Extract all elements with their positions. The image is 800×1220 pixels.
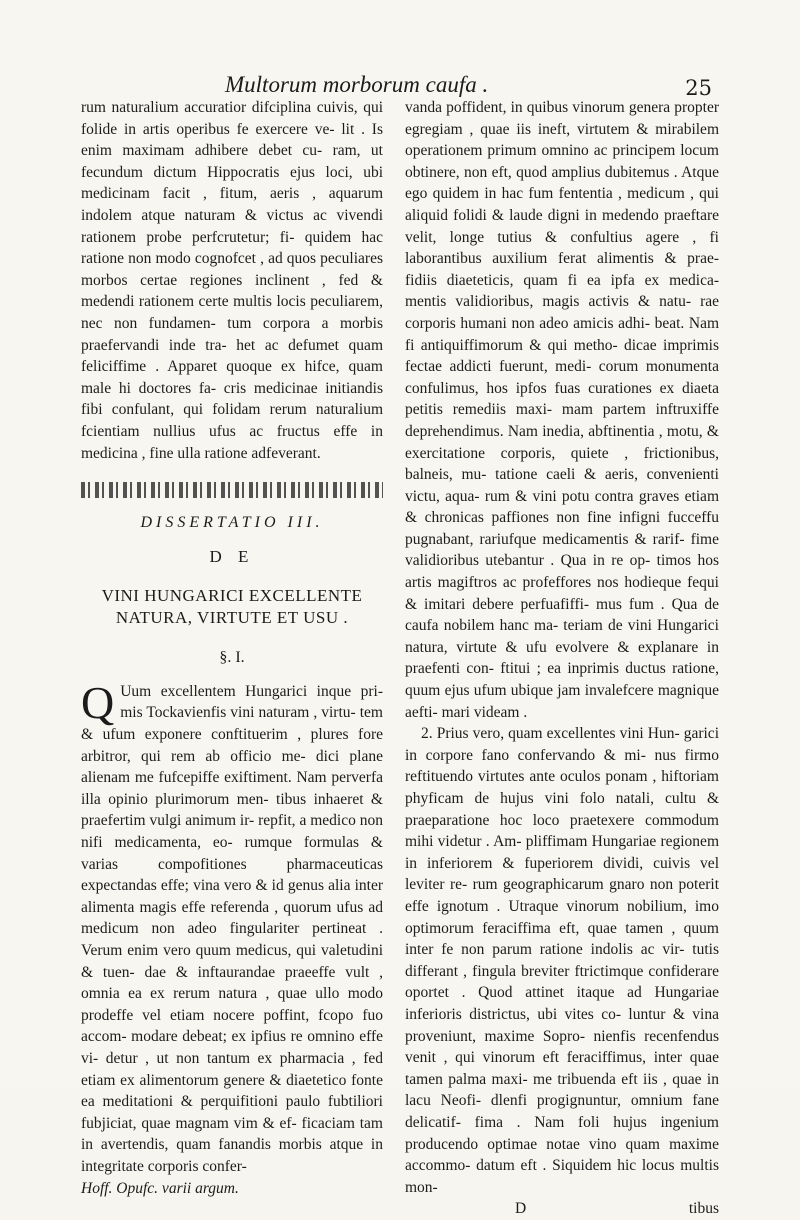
dissertation-heading: VINI HUNGARICI EXCELLENTE NATURA, VIRTUTE ET USU . [101,586,363,628]
section-paragraph-text: Uum excellentem Hungarici inque pri- mis Tockavienfis vini naturam , virtu- tem & ufum exponere conftituerim , plures fore arbitror, qui rem ab officio me- dici plane alienam me fufcepiffe exiftiment. Nam perverfa illa opinio plurimorum men- tibus inhaeret & praefertim vulgi animum ir- repfit, a medico non nifi medicamenta, eo- rumque formulas & varias compofitiones pharmaceuticas expectandas effe; vina vero & id genus alia inter alimenta magis effe referenda , quorum ufus ad medicum non adeo fingulariter pertineat . Verum enim vero quum medicus, qui valetudini & tuen- dae & inftaurandae praeeffe vult , omnia ea ex rerum natura , quae ullo modo prodeffe vel etiam nocere poffint, fcopo fuo accom- modare debeat; ex ipfius re omnino effe vi- detur , ut non tantum ex pharmacia , fed etiam ex alimentorum genere & diaetetico fonte ea meditationi & perquifitioni paulo fubtiliori fubjiciat, quae magnam vim & ef- ficaciam tam in avertendis, quam fanandis morbis atque in integritate corporis confer- [81,682,383,1175]
catchword: tibus [688,1200,719,1218]
dissertation-label: DISSERTATIO III. [140,514,324,532]
right-paragraph-1: vanda poffident, in quibus vinorum genera propter egregiam , quae iis ineft, virtutem & mirabilem operationem primum omnino ac principem locum obtinere, non eft, quod amplius dubitemus . Atque ego quidem in hac fum fententia , medicum , qui aliquid folidi & laude digni in medendo praeftare velit, longe tutius & confultius agere , fi laborantibus auxilium ferat alimentis & prae- fidiis diaeteticis, quam fi ea ipfa ex medica- mentis validioribus, magis activis & natu- rae corporis humani non adeo amicis adhi- beat. Nam fi antiquiffimorum & qui metho- dicae imprimis fectae addicti fuerunt, medi- corum monumenta confulimus, hos ipfos fuas curationes ex diaeta petitis remediis maxi- mam partem inftruxiffe deprehendimus. Nam inedia, abftinentia , motu, & exercitatione corporis, quiete , frictionibus, balneis, mu- tatione caeli & aeris, convenienti victu, aqua- rum & vini potu contra graves etiam & chronicas paffiones non fine infigni fucceffu pugnabant, rariufque medicamentis & rarif- fime validioribus utebantur . Qua in re op- timos hos artis magiftros ac profeffores nos hodieque fequi & imitari debere perfuafiffi- mus fum . Qua de caufa nobilem hanc ma- teriam de vini Hungarici natura, virtute & ufu evolvere & explanare in praefenti con- ftitui ; ea inprimis ductus ratione, quum ejus ufum ubique jam invalefcere magnique aefti- mari videam . [405,99,719,721]
page-footer [405,1198,719,1220]
ornamental-divider [81,482,383,498]
drop-cap: Q [81,676,115,728]
section-paragraph [81,676,383,1178]
left-column [81,97,383,1199]
intro-paragraph: rum naturalium accuratior difciplina cuivis, qui folide in artis operibus fe exercere ve- lit . Is enim maximam adhibere debet cu- ram, ut fecundum dictum Hippocratis ejus loci, ubi medicinam facit , fitum, aeris , aquarum indolem atque naturam & victus ac vivendi rationem probe perfcrutetur; fi- quidem hac ratione non modo cognofcet , ad quos peculiares morbos certae regiones inclinent , fed & medendi rationem certe multis locis peculiarem, nec non fundamen- tum corpora a morbis praefervandi inde tra- het ac defumet quam feliciffime . Apparet quoque ex hifce, quam male hi doctores fa- cris medicinae initiandis fibi confulant, qui folidam rerum naturalium fcientiam nullius ufus ac fructus effe in medicina , fine ulla ratione adfeverant. [81,99,383,462]
right-column [405,97,719,1220]
running-title: Multorum morborum caufa . [225,72,489,97]
section-mark: §. I. [219,649,245,667]
footer-source-line: Hoff. Opufc. varii argum. [81,1179,239,1197]
right-paragraph-2: 2. Prius vero, quam excellentes vini Hun- garici in corpore fano confervando & mi- nus firmo reftituendo virtutes ante oculos ponam , hiftoriam phyficam de hujus vini folo natali, cultu & praeparatione hoc loco praetexere commodum mihi videtur . Am- pliffimam Hungariae regionem in inferiorem & fuperiorem dividi, cuivis vel leviter re- rum geographicarum gnaro non poterit effe ignotum . Utraque vinorum nobilium, imo optimorum feraciffima eft, quae tamen , quum inter fe non parum ratione indolis ac vir- tutis differant , fingula breviter ftrictimque confiderare oportet . Quod attinet itaque ad Hungariae inferioris districtus, ubi vites co- luntur & vina proveniunt, maxime Sopro- nienfis recenfendus venit , qui vinorum eft feraciffimus, inter quae tamen palma maxi- me tribuenda eft iis , quae in lacu Neofi- dlenfi progignuntur, omnium fane delicatif- fima . Nam foli hujus ingenium producendo optimae notae vino quam maxime accommo- datum eft . Siquidem hic locus multis mon- [405,725,719,1196]
de-label: D E [209,546,255,566]
signature-mark: D [515,1200,527,1218]
page-number: 25 [685,76,712,100]
